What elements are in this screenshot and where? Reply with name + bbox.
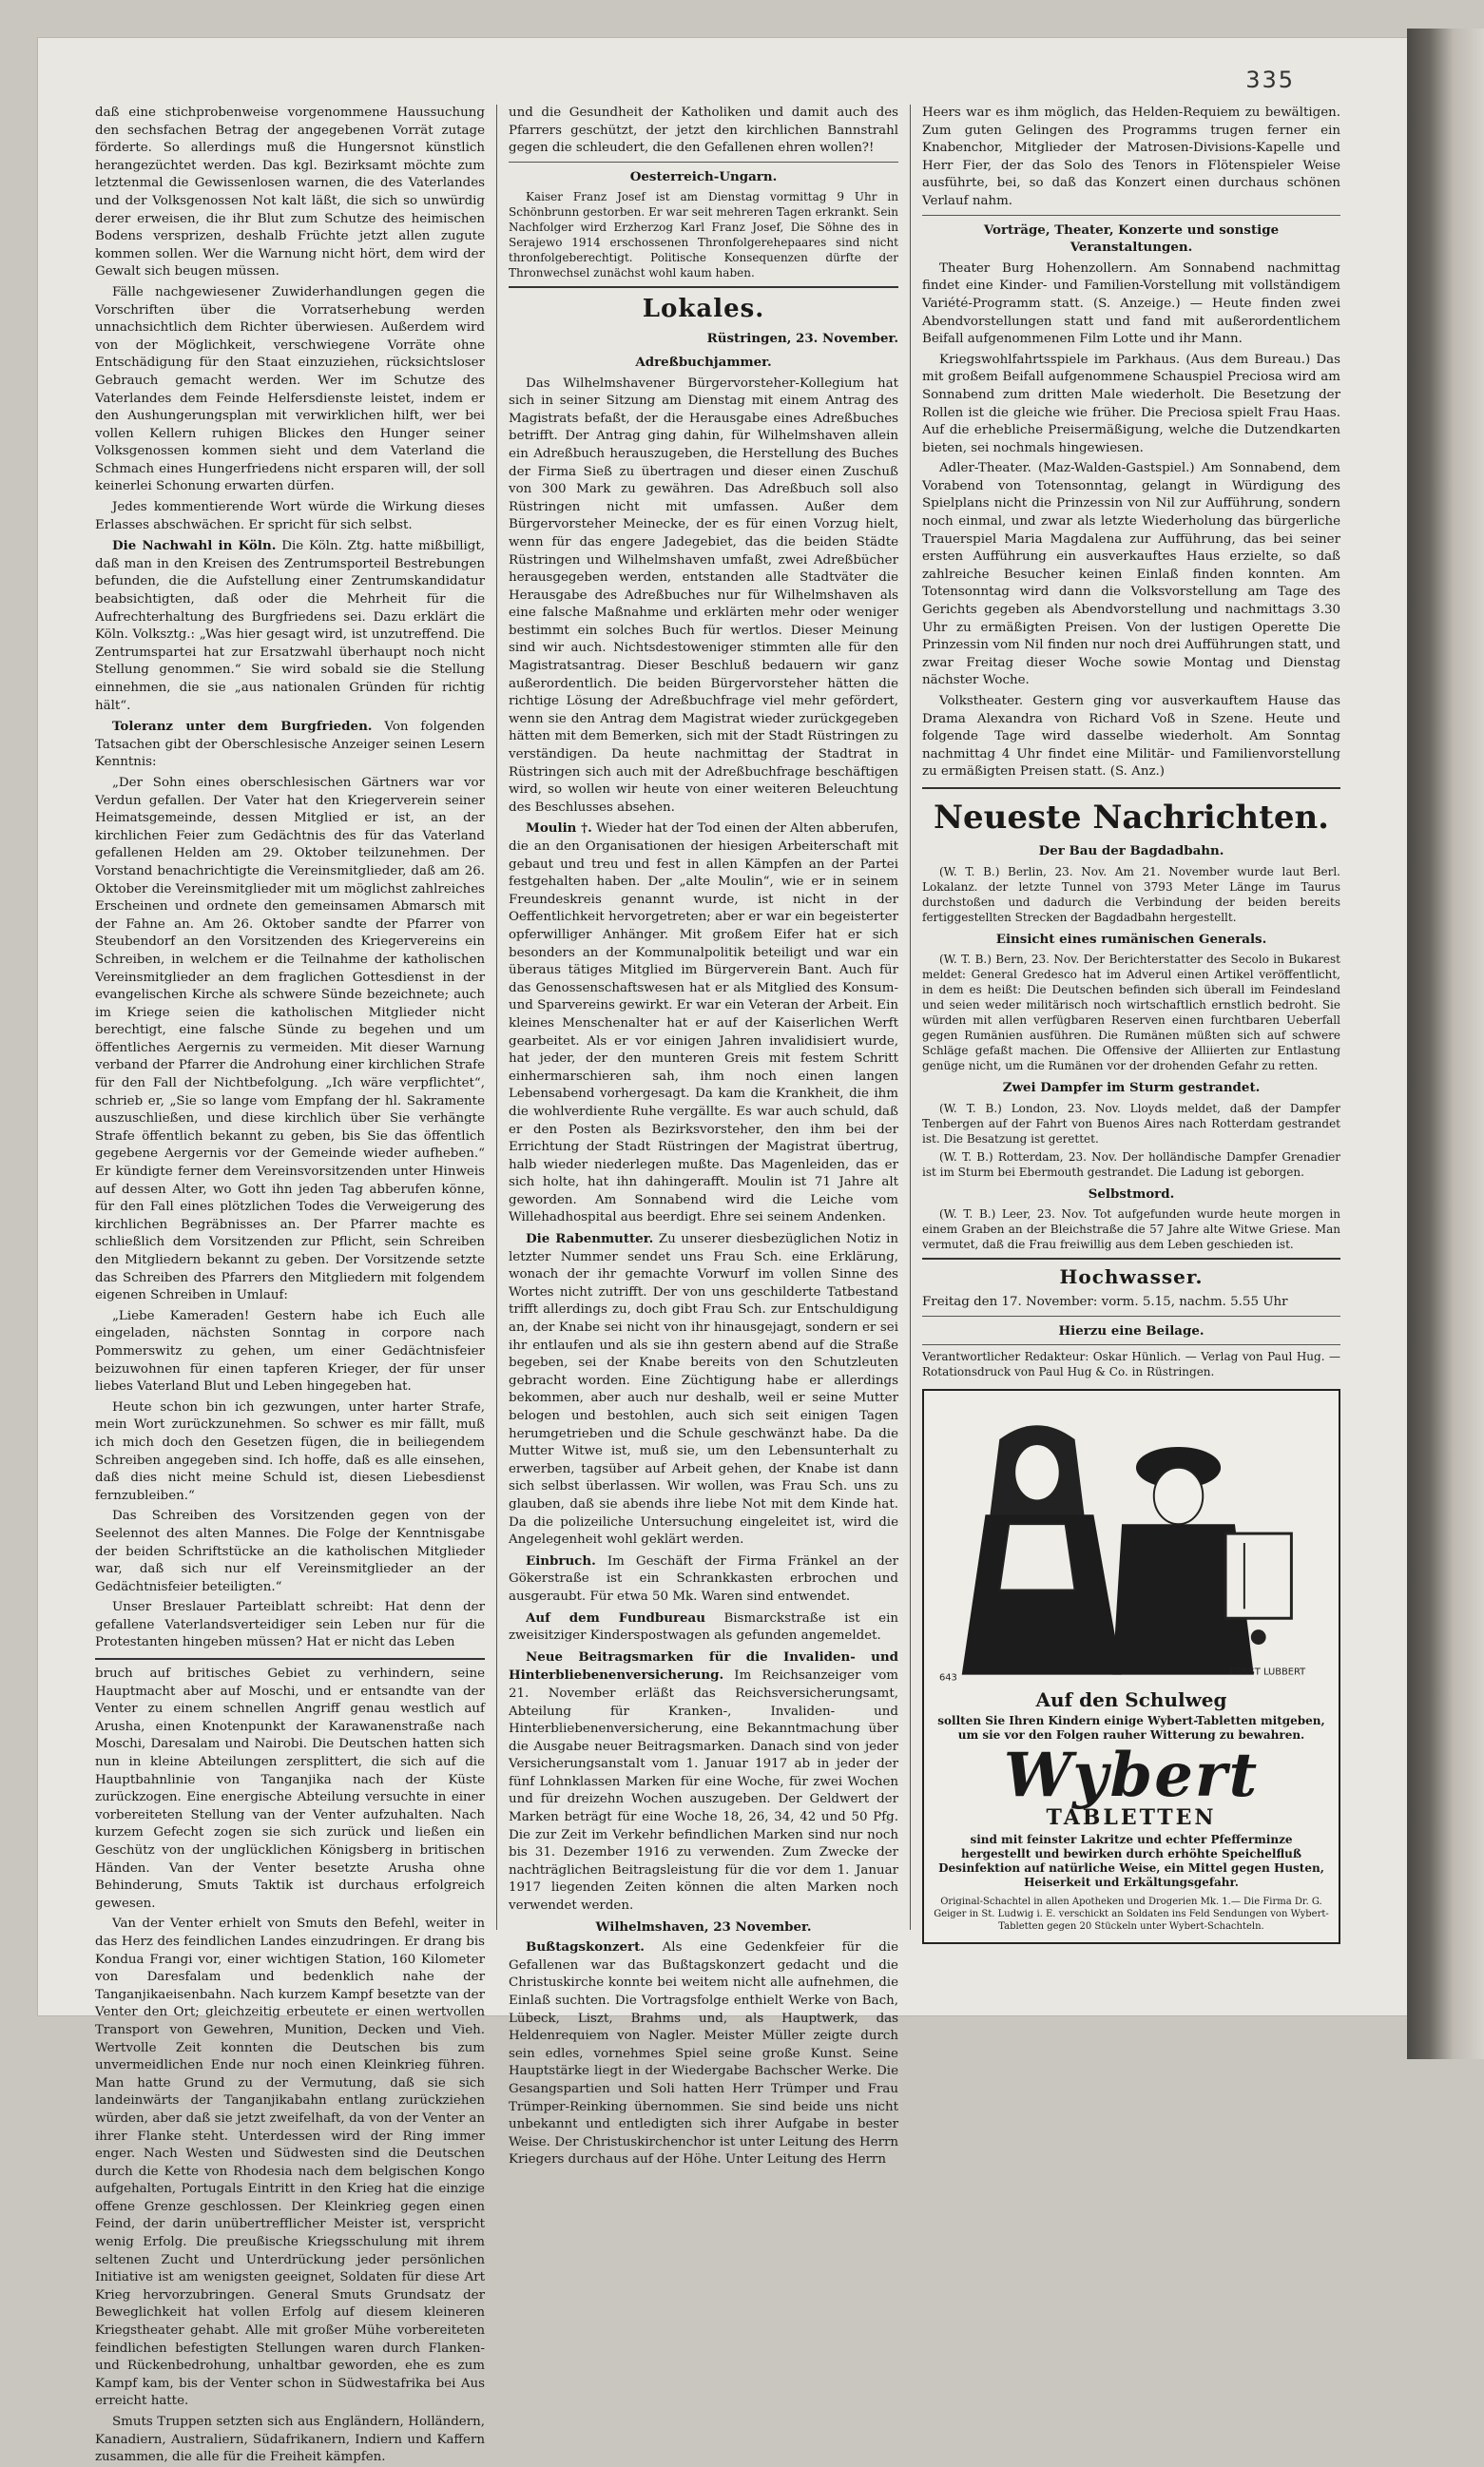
paragraph: Unser Breslauer Parteiblatt schreibt: Hat denn der gefallene Vaterlandsverteidiger sein Leben nur für die Protestanten hingeben müssen? Hat er nicht das Leben bbox=[95, 1600, 485, 1650]
section-divider bbox=[509, 162, 898, 163]
article-heading: Einbruch. bbox=[526, 1552, 596, 1569]
paragraph: Das Schreiben des Vorsitzenden gegen von der Seelennot des alten Mannes. Die Folge der Kenntnisgabe der beiden Schriftstücke an die katholischen Mitglieder war, daß sich nur elf Vereinsmitglieder an der Gedächtnisfeier beteiligten.“ bbox=[95, 1509, 485, 1594]
article-heading: Toleranz unter dem Burgfrieden. bbox=[112, 719, 373, 735]
article-heading: Neue Beitragsmarken für die Invaliden- und Hinterbliebenenversicherung. bbox=[509, 1648, 898, 1684]
section-heading-austria: Oesterreich-Ungarn. bbox=[629, 168, 778, 184]
article-text: Die Köln. Ztg. hatte mißbilligt, daß man in den Kreisen des Zentrumsporteil Bestrebungen befunden, die die Aufstellung einer Zentrumskandidatur beabsichtigten, daß oder die Mehrheit für die Aufrechterhaltung des Burgfriedens sei. Dazu erklärt die Köln. Volksztg.: „Was hier gesagt wird, ist unzutreffend. Die Zentrumspartei hat zur Ersatzwahl überhaupt noch nicht Stellung genommen.“ Sie wird sobald sie die Stellung einnehmen, die sie „aus nationalen Gründen für richtig hält“. bbox=[95, 539, 485, 713]
children-illustration bbox=[934, 1400, 1329, 1686]
paragraph: Heers war es ihm möglich, das Helden-Requiem zu bewältigen. Zum guten Gelingen des Programms trugen ferner ein Knabenchor, Mitglieder der Matrosen-Divisions-Kapelle und Herr Fier, der das Solo des Tenors in Flötenspieler Weise ausführte, bei, so daß das Konzert einen durchaus schönen Verlauf nahm. bbox=[922, 106, 1340, 208]
paragraph: Smuts Truppen setzten sich aus Engländern, Holländern, Kanadiern, Australiern, Südafrikanern, Indiern und Kaffern zusammen, die alle für die Freiheit kämpfen. bbox=[95, 2415, 485, 2465]
page-number: 335 bbox=[1245, 67, 1295, 93]
binding-edge bbox=[1407, 29, 1484, 2059]
article-text: Wieder hat der Tod einen der Alten abberufen, die an den Organisationen der hiesigen Arbeiterschaft mit gebaut und treu und fest in allen Kämpfen an der Partei festgehalten haben. Der „alte Moulin“, wie er in seinem Freundeskreis genannt wurde, ist nicht in der Oeffentlichkeit hervorgetreten; aber er war ein begeisterter opferwilliger Anhänger. Mit großem Eifer hat er sich besonders an der Kommunalpolitik beteiligt und war ein überaus tätiges Mitglied im Bürgerverein Bant. Auch für das Genossenschaftswesen hat er als Mitglied des Konsum- und Sparvereins gewirkt. Er war ein Veteran der Arbeit. Ein kleines Menschenalter hat er auf der Kaiserlichen Werft gearbeitet. Als er vor einigen Jahren invalidisiert wurde, hat jeder, der den munteren Greis mit festem Schritt einhermarschieren sah, ihm noch einen langen Lebensabend vorhergesagt. Da kam die Krankheit, die ihm die wohlverdiente Ruhe vergällte. Es war auch schuld, daß er den Posten als Bezirksvorsteher, den ihm bei der Errichtung der Stadt Rüstringen der Magistrat übertrug, halb wieder niederlegen mußte. Das Magenleiden, das er sich holte, hat ihn dahingerafft. Moulin ist 71 Jahre alt geworden. Am Sonnabend wird die Leiche vom Willehadhospital aus beerdigt. Ehre sei seinem Andenken. bbox=[509, 821, 898, 1225]
section-heading-news: Neueste Nachrichten. bbox=[933, 798, 1330, 837]
section-heading-events: Vorträge, Theater, Konzerte und sonstige Veranstaltungen. bbox=[983, 222, 1280, 256]
paragraph: (W. T. B.) Rotterdam, 23. Nov. Der holländische Dampfer Grenadier ist im Sturm bei Ebermouth gestrandet. Die Ladung ist geborgen. bbox=[922, 1149, 1340, 1179]
article-heading: Der Bau der Bagdadbahn. bbox=[1038, 842, 1224, 858]
paragraph: Kriegswohlfahrtsspiele im Parkhaus. (Aus dem Bureau.) Das mit großem Beifall aufgenommene Schauspiel Preciosa wird am Sonnabend zum dritten Male wiederholt. Die Besetzung der Rollen ist die gleiche wie früher. Die Preciosa spielt Frau Haas. Auf die erhebliche Preisermäßigung, welche die Dutzendkarten bieten, sei nochmals hingewiesen. bbox=[922, 352, 1340, 455]
article-text: Im Geschäft der Firma Fränkel an der Gökerstraße ist ein Schrankkasten erbrochen und ausgeraubt. Für etwa 50 Mk. Waren sind entwendet. bbox=[509, 1553, 898, 1604]
tide-times: Freitag den 17. November: vorm. 5.15, nachm. 5.55 Uhr bbox=[922, 1295, 1288, 1310]
article-text: Von folgenden Tatsachen gibt der Oberschlesische Anzeiger seinen Lesern Kenntnis: bbox=[95, 720, 485, 770]
column-rule bbox=[910, 105, 911, 1930]
paragraph: (W. T. B.) London, 23. Nov. Lloyds meldet, daß der Dampfer Tenbergen auf der Fahrt von Buenos Aires nach Rotterdam gestrandet ist. Die Besatzung ist gerettet. bbox=[922, 1101, 1340, 1146]
article-fundbureau bbox=[509, 1609, 898, 1646]
article-text: Als eine Gedenkfeier für die Gefallenen war das Bußtagskonzert gedacht und die Christuskirche konnte bei weitem nicht alle aufnehmen, die Einlaß suchten. Die Vortragsfolge enthielt Werke von Bach, Lübeck, Liszt, Brahms und, als Hauptwerk, das Heldenrequiem von Nagler. Meister Müller zeigte durch sein edles, vornehmes Spiel seine große Kunst. Seine Hauptstärke liegt in der Wiedergabe Bachscher Werke. Die Gesangspartien und Soli hatten Herr Trümper und Frau Trümper-Reinking übernommen. Sie sind beide uns nicht unbekannt und entledigten sich ihrer Aufgabe in bester Weise. Der Christuskirchenchor ist unter Leitung des Herrn Kriegers durchaus auf der Höhe. Unter Leitung des Herrn bbox=[509, 1940, 898, 2168]
paragraph: Jedes kommentierende Wort würde die Wirkung dieses Erlasses abschwächen. Er spricht für sich selbst. bbox=[95, 500, 485, 532]
paragraph: Adler-Theater. (Maz-Walden-Gastspiel.) Am Sonnabend, dem Vorabend von Totensonntag, gelangt in Würdigung des Spielplans nicht die Prinzessin von Nil zur Aufführung, sondern noch einmal, und zwar als letzte Wiederholung das bürgerliche Trauerspiel Maria Magdalena zur Aufführung, das bei seiner ersten Aufführung ein ausverkauftes Haus erzielte, so daß zahlreiche Besucher keinen Einlaß finden konnten. Am Totensonntag wird dann die Volksvorstellung am Tage des Gerichts gegeben als Abendvorstellung und nachmittags 3.30 Uhr zu ermäßigten Preisen. Von der lustigen Operette Die Prinzessin vom Nil finden nur noch drei Aufführungen statt, und zwar Freitag dieser Woche sowie Montag und Dienstag nächster Woche. bbox=[922, 461, 1340, 688]
section-heading-hochwasser: Hochwasser. bbox=[1059, 1265, 1204, 1289]
paragraph: Heute schon bin ich gezwungen, unter harter Strafe, mein Wort zurückzunehmen. So schwer es mir fällt, muß ich mich doch den Gesetzen fügen, die in beiliegendem Schreiben angegeben sind. Ich hoffe, daß es alle einsehen, daß dies nicht meine Schuld ist, diesen Liebesdienst fernzubleiben.“ bbox=[95, 1399, 485, 1503]
section-divider bbox=[922, 1258, 1340, 1260]
article-busstag bbox=[509, 1938, 898, 2169]
newspaper-page bbox=[38, 38, 1407, 2465]
section-divider bbox=[922, 215, 1340, 216]
article-koeln bbox=[95, 537, 485, 715]
article-einbruch bbox=[509, 1552, 898, 1607]
article-moulin bbox=[509, 819, 898, 1227]
paragraph: Kaiser Franz Josef ist am Dienstag vormittag 9 Uhr in Schönbrunn gestorben. Er war seit mehreren Tagen erkrankt. Sein Nachfolger wird Erzherzog Karl Franz Josef, Die Söhne des in Serajewo 1914 erschossenen Thronfolgerehepaares sind nicht thronfolgeberechtigt. Politische Konsequenzen dürfte der Thronwechsel zunächst wohl kaum haben. bbox=[509, 190, 898, 280]
ad-lead: sollten Sie Ihren Kindern einige Wybert-Tabletten mitgeben, um sie vor den Folgen rauher Witterung zu bewahren. bbox=[937, 1714, 1325, 1743]
article-heading: Zwei Dampfer im Sturm gestrandet. bbox=[1002, 1080, 1261, 1096]
section-divider bbox=[509, 286, 898, 288]
section-heading-lokales: Lokales. bbox=[642, 295, 765, 324]
column-2 bbox=[509, 105, 898, 2168]
article-heading: Einsicht eines rumänischen Generals. bbox=[995, 931, 1267, 947]
ad-body: sind mit feinster Lakritze und echter Pfefferminze hergestellt und bewirken durch erhöhte Speichelfluß Desinfektion auf natürliche Weise, ein Mittel gegen Husten, Heiserkeit und Erkältungsgefahr. bbox=[938, 1832, 1324, 1889]
article-heading: Selbstmord. bbox=[1088, 1185, 1175, 1202]
article-heading: Die Rabenmutter. bbox=[526, 1231, 654, 1247]
ad-headline: Auf den Schulweg bbox=[1035, 1687, 1227, 1711]
article-heading: Auf dem Fundbureau bbox=[526, 1609, 705, 1626]
dateline: Wilhelmshaven, 23 November. bbox=[595, 1918, 812, 1935]
section-divider bbox=[922, 787, 1340, 789]
paragraph: Theater Burg Hohenzollern. Am Sonnabend nachmittag findet eine Kinder- und Familien-Vorstellung mit vollständigem Variété-Programm statt. (S. Anzeige.) — Heute finden zwei Abendvorstellungen statt und fand mit außerordentlichem Beifall aufgenommenen Film Lotte und ihr Mann. bbox=[922, 260, 1340, 347]
ad-fineprint: Original-Schachtel in allen Apotheken und Drogerien Mk. 1.— Die Firma Dr. G. Geiger in St. Ludwig i. E. verschickt an Soldaten ins Feld Sendungen von Wybert-Tabletten gegen 20 Stückeln unter Wybert-Schachteln. bbox=[934, 1896, 1329, 1932]
section-divider bbox=[922, 1344, 1340, 1345]
article-heading: Bußtagskonzert. bbox=[526, 1939, 645, 1956]
article-text: Im Reichsanzeiger vom 21. November erläßt das Reichsversicherungsamt, Abteilung für Kranken-, Invaliden- und Hinterbliebenenversicherung, eine Bekanntmachung über die Ausgabe neuer Beitragsmarken. Danach sind von jeder Versicherungsanstalt vom 1. Januar 1917 ab in jeder der fünf Lohnklassen Marken für eine Woche, für zwei Wochen und für dreizehn Wochen auszugeben. Der Geldwert der Marken beträgt für eine Woche 18, 26, 34, 42 und 50 Pfg. Die zur Zeit im Verkehr befindlichen Marken sind nur noch bis 31. Dezember 1916 zu verwenden. Zum Zwecke der nachträglichen Beitragsleistung für die vor dem 1. Januar 1917 liegenden Zeiten können die alten Marken noch verwendet werden. bbox=[509, 1668, 898, 1914]
article-beitragsmarken bbox=[509, 1648, 898, 1916]
paragraph: Volkstheater. Gestern ging vor ausverkauftem Hause das Drama Alexandra von Richard Voß in Szene. Heute und folgende Tage wird dasselbe wiederholt. Am Sonntag nachmittag 4 Uhr findet eine Militär- und Familienvorstellung zu ermäßigten Preisen statt. (S. Anz.) bbox=[922, 694, 1340, 780]
column-rule bbox=[496, 105, 497, 1930]
paragraph: „Liebe Kameraden! Gestern habe ich Euch alle eingeladen, nächsten Sonntag in corpore nach Pommerswitz zu gehen, um einer Gedächtnisfeier beizuwohnen für einen tapferen Krieger, der für unser liebes Vaterland Blut und Leben hingegeben hat. bbox=[95, 1308, 485, 1395]
article-toleranz bbox=[95, 718, 485, 772]
section-divider bbox=[922, 1316, 1340, 1317]
imprint: Verantwortlicher Redakteur: Oskar Hünlich. — Verlag von Paul Hug. — Rotationsdruck von Paul Hug & Co. in Rüstringen. bbox=[922, 1349, 1340, 1378]
article-heading: Adreßbuchjammer. bbox=[635, 354, 772, 370]
paragraph: bruch auf britisches Gebiet zu verhindern, seine Hauptmacht aber auf Moschi, und er entsandte van der Venter zu einem schnellen Angriff genau westlich auf Arusha, einen Knotenpunkt der Karawanenstraße nach Moschi, Daresalam und Nairobi. Die Deutschen hatten sich nun in kleine Abteilungen zersplittert, die sich auf die Hauptbahnlinie von Tanganjika nach der Küste zurückzogen. Eine energische Abteilung versuchte in einer vorbereiteten Stellung van der Venter aufzuhalten. Nach kurzem Gefecht zogen sie sich zurück und ließen ein Geschütz von der unglücklichen Königsberg in britischen Händen. Van der Venter besetzte Arusha ohne Behinderung, Smuts Taktik ist durchaus erfolgreich gewesen. bbox=[95, 1667, 485, 1911]
paragraph: daß eine stichprobenweise vorgenommene Haussuchung den sechsfachen Betrag der angegebenen Vorrät zutage förderte. So allerdings muß die Hungersnot künstlich herangezüchtet werden. Das kgl. Bezirksamt möchte zum letztenmal die Gewissenlosen warnen, die des Vaterlandes und der Volksgenossen Not kalt läßt, die sich so unwürdig derer erweisen, die ihr Blut zum Schutze des heimischen Bodens versprizen, deshalb Früchte jetzt allen zugute kommen sollen. Wer die Warnung nicht hört, dem wird der Gewalt sich beugen müssen. bbox=[95, 106, 485, 279]
paragraph: Fälle nachgewiesener Zuwiderhandlungen gegen die Vorschriften über die Vorratserhebung werden unnachsichtlich dem Richter überwiesen. Außerdem wird von der Möglichkeit, verschwiegene Vorräte ohne Entschädigung für den Staat einzuziehen, rücksichtsloser Gebrauch gemacht werden. Wer im Schutze des Vaterlandes dem Feinde Helfersdienste leistet, indem er den Aushungerungsplan mit verwirklichen hilft, wer bei vollen Kellern ruhigen Blickes den Hunger seiner Volksgenossen kommen sieht und dem Vaterland die Schmach eines Hungerfriedens nicht ersparen will, der soll keinerlei Schonung erwarten dürfen. bbox=[95, 284, 485, 494]
section-divider bbox=[95, 1658, 485, 1660]
paragraph: (W. T. B.) Bern, 23. Nov. Der Berichterstatter des Secolo in Bukarest meldet: General Gredesco hat im Adverul einen Artikel veröffentlicht, in dem es heißt: Die Deutschen befinden sich überall im Feindesland und seien weder militärisch noch wirtschaftlich ernstlich bedroht. Sie würden mit allen verfügbaren Reserven einen furchtbaren Ueberfall gegen Rumänien ausführen. Die Rumänen müßten sich auf schwere Schläge gefaßt machen. Die Offensive der Alliierten zur Entlastung genüge nicht, um die Rumänen vor der drohenden Gefahr zu retten. bbox=[922, 953, 1340, 1073]
artist-signature: ERNST LUBBERT bbox=[1228, 1667, 1306, 1678]
paragraph: Van der Venter erhielt von Smuts den Befehl, weiter in das Herz des feindlichen Landes einzudringen. Er drang bis Kondua Frangi vor, einer wichtigen Station, 160 Kilometer von Daresfalam und bedenklich nahe der Tanganjikaeisenbahn. Nach kurzem Kampf besetzte van der Venter den Ort; gleichzeitig erbeutete er einen wertvollen Transport von Gewehren, Munition, Decken und Vieh. Wertvolle Zeit konnten die Deutschen bis zum unvermeidlichen Ende nur noch einen Kleinkrieg führen. Man hatte Grund zu der Vermutung, daß sie sich landeinwärts der Tanganjikabahn entlang zurückziehen würden, aber daß sie jetzt zweifelhaft, da von der Venter an ihrer Flanke steht. Unterdessen wird der Ring immer enger. Nach Westen und Südwesten sind die Deutschen durch die Kette von Rhodesia nach dem belgischen Kongo aufgehalten, Portugals Eintritt in den Krieg hat die einzige offene Grenze geschlossen. Der Kleinkrieg gegen einen Feind, der darin unübertrefflicher Meister ist, verspricht wenig Erfolg. Die preußische Kriegsschulung mit ihrem seltenen Zucht und Unterdrückung jeder persönlichen Initiative ist am wenigsten geeignet, Soldaten für diese Art Krieg hervorzubringen. General Smuts Grundsatz der Beweglichkeit hat vollen Erfolg auf diesem kleineren Kriegstheater gehabt. Alle mit großer Mühe vorbereiteten feindlichen befestigten Stellungen waren durch Flanken- und Rückenbedrohung, unhaltbar geworden, ehe es zum Kampf kam, bis der Venter schon in Südwestafrika bei Aus erreicht hatte. bbox=[95, 1917, 485, 2409]
article-heading: Die Nachwahl in Köln. bbox=[112, 538, 277, 554]
ad-number: 643 bbox=[938, 1672, 957, 1684]
column-3 bbox=[922, 105, 1340, 1930]
supplement-note: Hierzu eine Beilage. bbox=[1058, 1322, 1205, 1339]
article-text: Bismarckstraße ist ein zweisitziger Kinderspostwagen als gefunden angemeldet. bbox=[509, 1610, 898, 1644]
paragraph: (W. T. B.) Leer, 23. Nov. Tot aufgefunden wurde heute morgen in einem Graben an der Bleichstraße die 57 Jahre alte Witwe Griese. Man vermutet, daß die Frau freiwillig aus dem Leben geschieden ist. bbox=[922, 1207, 1340, 1252]
article-heading: Moulin †. bbox=[526, 820, 592, 837]
brand-logo: Wybert bbox=[1003, 1740, 1260, 1812]
article-rabenmutter bbox=[509, 1230, 898, 1550]
paragraph: (W. T. B.) Berlin, 23. Nov. Am 21. November wurde laut Berl. Lokalanz. der letzte Tunnel von 3793 Meter Länge im Taurus durchstoßen und dadurch die Verbindung der beiden bereits fertiggestellten Strecken der Bagdadbahn hergestellt. bbox=[922, 864, 1340, 924]
paragraph: Das Wilhelmshavener Bürgervorsteher-Kollegium hat sich in seiner Sitzung am Dienstag mit einem Antrag des Magistrats befaßt, der die Herausgabe eines Adreßbuches betrifft. Der Antrag ging dahin, für Wilhelmshaven allein ein Adreßbuch herauszugeben, die Herstellung des Buches der Firma Sieß zu übertragen und dieser einen Zuschuß von 300 Mark zu gewähren. Das Adreßbuch soll also Rüstringen nicht mit umfassen. Außer dem Bürgervorsteher Meinecke, der es für einen Vorzug hielt, wenn für das engere Jadegebiet, das die beiden Städte Rüstringen und Wilhelmshaven umfaßt, zwei Adreßbücher herausgegeben werden, entstanden alle Stadtväter die Herausgabe des Adreßbuches nur für Wilhelmshaven als eine falsche Maßnahme und erklärten mehr oder weniger bestimmt ein solches Buch für wertlos. Dieser Meinung sind wir auch. Nichtsdestoweniger stimmten alle für den Magistratsantrag. Dieser Beschluß bedauern wir ganz außerordentlich. Die beiden Bürgervorsteher hätten die richtige Lösung der Adreßbuchfrage viel mehr gefördert, wenn sie den Antrag dem Magistrat wieder zurückgegeben hätten mit dem Bemerken, sich mit der Stadt Rüstringen zu verständigen. Da heute nachmittag der Stadtrat in Rüstringen sich auch mit der Adreßbuchfrage beschäftigen wird, so wollen wir heute von einer weiteren Beleuchtung des Beschlusses absehen. bbox=[509, 376, 898, 815]
paragraph: „Der Sohn eines oberschlesischen Gärtners war vor Verdun gefallen. Der Vater hat den Kriegerverein seiner Heimatsgemeinde, dessen Mitglied er ist, an der kirchlichen Feier zum Gedächtnis des für das Vaterland gefallenen Helden am 29. Oktober teilzunehmen. Der Vorstand benachrichtigte die Vereinsmitglieder, daß am 26. Oktober die Vereinsmitglieder mit um möglichst zahlreiches Erscheinen und ordnete den gemeinsamen Abmarsch mit der Fahne an. Am 26. Oktober sandte der Pfarrer von Steubendorf an den Vorsitzenden des Kriegervereins ein Schreiben, in welchem er die Teilnahme der katholischen Vereinsmitglieder an dem fraglichen Gottesdienst in der evangelischen Kirche als schwere Sünde bezeichnete; auch im Kriege seien die katholischen Mitglieder nicht berechtigt, eine falsche Sünde zu begehen und um öffentliches Aergernis zu vermeiden. Mit dieser Warnung verband der Pfarrer die Androhung einer kirchlichen Strafe für den Fall der Nichtbefolgung. „Ich wäre verpflichtet“, schrieb er, „Sie so lange vom Empfang der hl. Sakramente auszuschließen, und diese kirchlich über Sie verhängte Strafe öffentlich bekannt zu geben, bis Sie das öffentlich gegebene Aergernis vor der Gemeinde wieder aufheben.“ Er kündigte ferner dem Vereinsvorsitzenden unter Hinweis auf dessen Alter, wo Gott ihn jeden Tag abberufen könne, für den Fall eines plötzlichen Todes die Verweigerung des kirchlichen Begräbnisses an. Der Pfarrer machte es schließlich dem Vorsitzenden zur Pflicht, sein Schreiben den Mitgliedern bekannt zu geben. Der Vorsitzende setzte das Schreiben des Pfarrers den Mitgliedern mit folgendem eigenen Schreiben in Umlauf: bbox=[95, 775, 485, 1303]
product-name: TABLETTEN bbox=[1046, 1805, 1217, 1831]
article-text: Zu unserer diesbezüglichen Notiz in letzter Nummer sendet uns Frau Sch. eine Erklärung, wonach der ihr gemachte Vorwurf im vollen Sinne des Wortes nicht zutrifft. Der von uns geschilderte Tatbestand trifft allerdings zu, doch gibt Frau Sch. zur Entschuldigung an, der Knabe sei nicht von ihr hinausgejagt, sondern er sei ihr entlaufen und als sie ihn gestern abend auf die Straße begeben, sei der Knabe bereits von den Schutzleuten gebracht worden. Eine Züchtigung habe er allerdings bekommen, aber auch nur deshalb, weil er seine Mutter belogen und bestohlen, auch sich seit einigen Tagen herumgetrieben und die Schule geschwänzt habe. Da die Mutter Witwe ist, muß sie, um den Lebensunterhalt zu erwerben, tagsüber auf Arbeit gehen, der Knabe ist dann sich selbst überlassen. Wir wollen, was Frau Sch. uns zu glauben, daß sie abends ihre liebe Not mit dem Kinde hat. Da die polizeiliche Untersuchung eingeleitet ist, wird die Angelegenheit wohl geklärt werden. bbox=[509, 1232, 898, 1548]
dateline: Rüstringen, 23. November. bbox=[706, 331, 898, 347]
column-1 bbox=[95, 105, 485, 2465]
paragraph: und die Gesundheit der Katholiken und damit auch des Pfarrers geschützt, der jetzt den kirchlichen Bannstrahl gegen die schleudert, die den Gefallenen ehren wollen?! bbox=[509, 106, 898, 156]
wybert-advertisement bbox=[922, 1389, 1340, 1944]
